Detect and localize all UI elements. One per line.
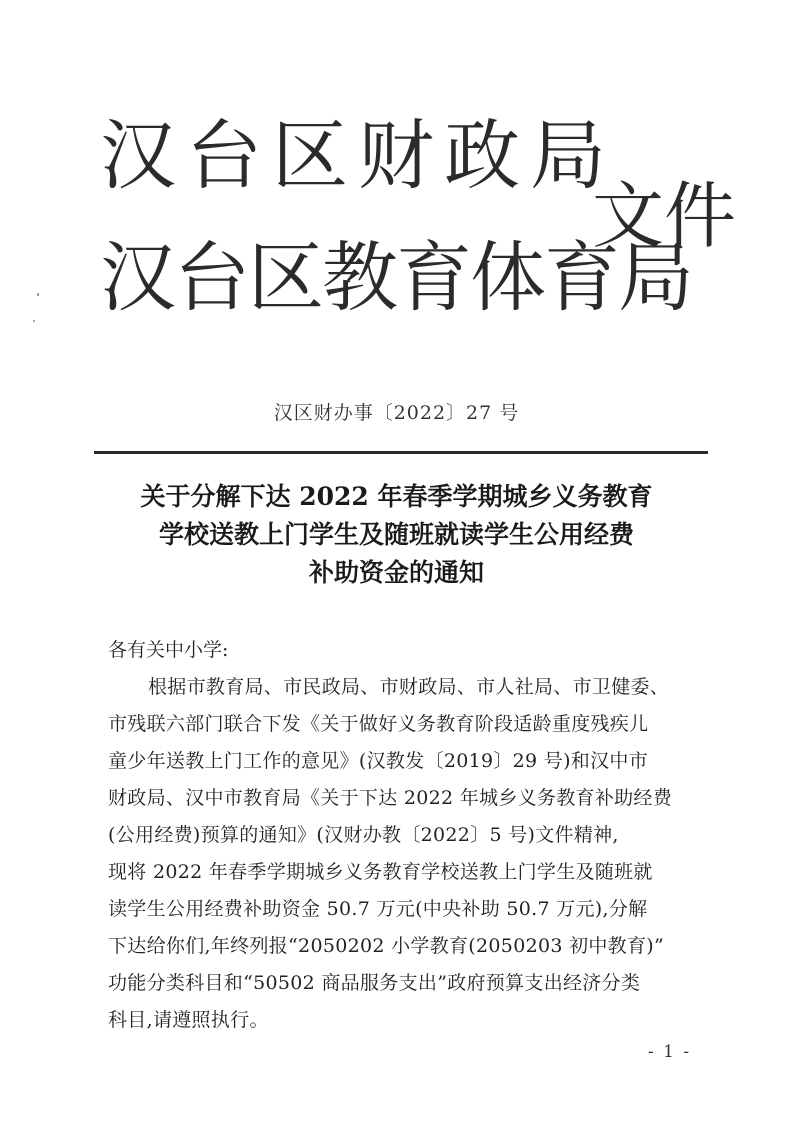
document-title [90, 478, 703, 592]
body-line: 财政局、汉中市教育局《关于下达 2022 年城乡义务教育补助经费 [108, 787, 673, 809]
scan-speck [37, 293, 39, 296]
document-header [100, 108, 740, 338]
document-type-label: 文件 [592, 174, 737, 258]
document-number: 汉区财办事〔2022〕27 号 [273, 402, 520, 424]
body-line: 现将 2022 年春季学期城乡义务教育学校送教上门学生及随班就 [108, 861, 653, 883]
body-line: 功能分类科目和“50502 商品服务支出”政府预算支出经济分类 [108, 972, 641, 994]
body-paragraph [108, 669, 714, 1039]
body-line: 市残联六部门联合下发《关于做好义务教育阶段适龄重度残疾儿 [108, 713, 649, 735]
header-divider [94, 451, 708, 454]
body-line: 读学生公用经费补助资金 50.7 万元(中央补助 50.7 万元),分解 [108, 898, 648, 920]
body-line: 科目,请遵照执行。 [108, 1009, 269, 1031]
salutation: 各有关中小学: [108, 639, 229, 661]
title-line: 学校送教上门学生及随班就读学生公用经费 [158, 520, 634, 549]
body-line: 童少年送教上门工作的意见》(汉教发〔2019〕29 号)和汉中市 [108, 750, 648, 772]
body-line: (公用经费)预算的通知》(汉财办教〔2022〕5 号)文件精神, [108, 824, 619, 846]
issuing-org-finance-bureau: 汉台区财政局 [100, 111, 616, 200]
page-number: - 1 - [648, 1042, 692, 1062]
title-line: 关于分解下达 2022 年春季学期城乡义务教育 [140, 482, 653, 511]
title-line: 补助资金的通知 [308, 558, 484, 587]
body-line: 根据市教育局、市民政局、市财政局、市人社局、市卫健委、 [148, 676, 670, 698]
body-line: 下达给你们,年终列报“2050202 小学教育(2050203 初中教育)” [108, 935, 665, 957]
issuing-org-education-sports-bureau: 汉台区教育体育局 [100, 233, 692, 322]
scan-speck [33, 320, 35, 322]
